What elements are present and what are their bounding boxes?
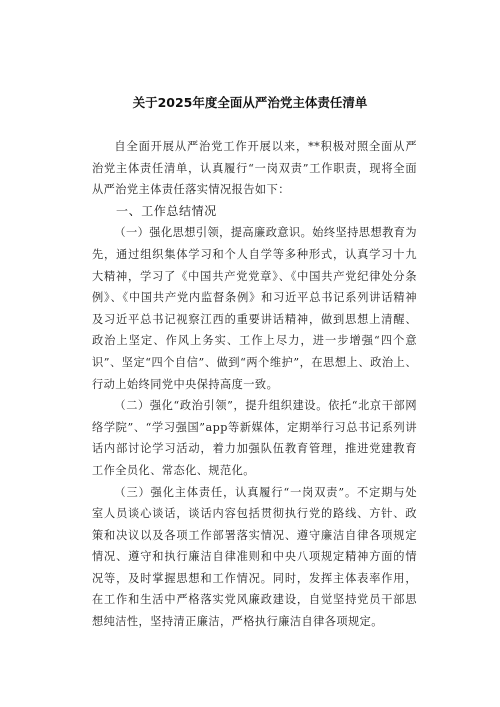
document-body [92, 136, 417, 633]
intro-paragraph: 自全面开展从严治党工作开展以来，**积极对照全面从严治党主体责任清单，认真履行“一岗双责”工作职责，现将全面从严治党主体责任落实情况报告如下： [92, 140, 417, 197]
body-paragraph-2: （二）强化“政治引领”，提升组织建设。依托“北京干部网络学院”、“学习强国”app等新媒体，定期举行习总书记系列讲话内部讨论学习活动，着力加强队伍教育管理，推进党建教育工作全员化、常态化、规范化。 [92, 399, 417, 477]
body-paragraph-3: （三）强化主体责任，认真履行“一岗双责”。不定期与处室人员谈心谈话，谈话内容包括贯彻执行党的路线、方针、政策和决议以及各项工作部署落实情况、遵守廉洁自律各项规定情况、遵守和执行廉洁自律准则和中央八项规定精神方面的情况等，及时掌握思想和工作情况。同时，发挥主体表率作用，在工作和生活中严格落实党风廉政建设，自觉坚持党员干部思想纯洁性，坚持清正廉洁，严格执行廉洁自律各项规定。 [92, 485, 417, 629]
document-title: 关于2025年度全面从严治党主体责任清单 [132, 95, 368, 110]
body-paragraph-1: （一）强化思想引领，提高廉政意识。始终坚持思想教育为先，通过组织集体学习和个人自学等多种形式，认真学习十九大精神，学习了《中国共产党党章》、《中国共产党纪律处分条例》、《中国共产党内监督条例》和习近平总书记系列讲话精神及习近平总书记视察江西的重要讲话精神，做到思想上清醒、政治上坚定、作风上务实、工作上尽力，进一步增强“四个意识”、坚定“四个自信”、做到“两个维护”，在思想上、政治上、行动上始终同党中央保持高度一致。 [92, 226, 417, 391]
section-heading: 一、工作总结情况 [116, 203, 217, 218]
